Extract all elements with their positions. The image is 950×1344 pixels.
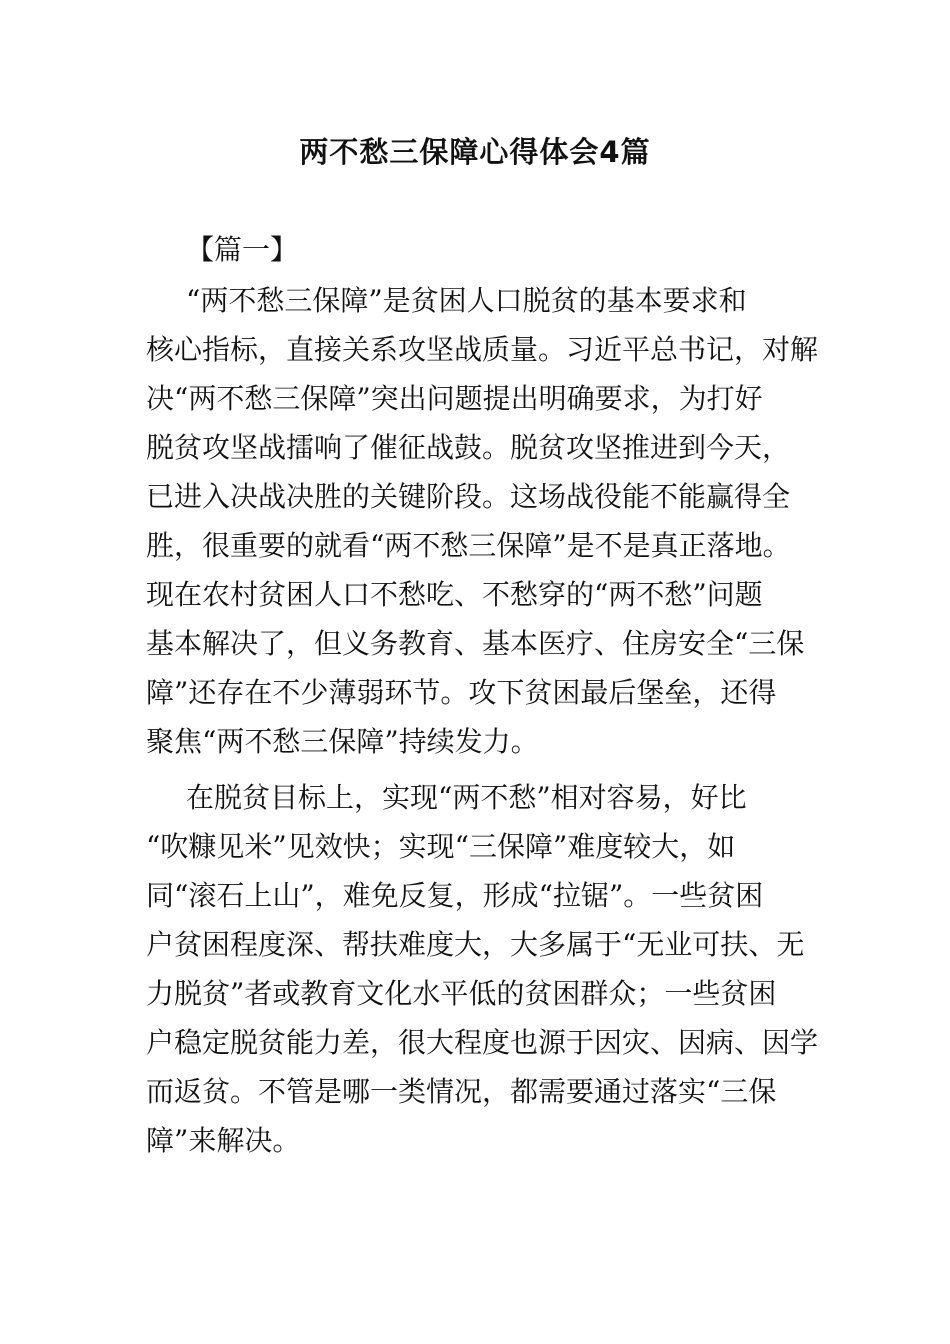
- paragraph-line: 核心指标，直接关系攻坚战质量。习近平总书记，对解: [146, 333, 819, 366]
- paragraph-line: 在脱贫目标上，实现“两不愁”相对容易，好比: [186, 781, 747, 814]
- document-title: 两不愁三保障心得体会4篇: [299, 135, 651, 169]
- paragraph-line: 现在农村贫困人口不愁吃、不愁穿的“两不愁”问题: [146, 578, 763, 611]
- section-label: 【篇一】: [186, 233, 299, 266]
- paragraph-line: 户稳定脱贫能力差，很大程度也源于因灾、因病、因学: [146, 1026, 819, 1059]
- paragraph-2: [146, 773, 826, 1165]
- paragraph-line: 力脱贫”者或教育文化水平低的贫困群众；一些贫困: [146, 977, 777, 1010]
- paragraph-line: 基本解决了，但义务教育、基本医疗、住房安全“三保: [146, 627, 805, 660]
- paragraph-line: “两不愁三保障”是贫困人口脱贫的基本要求和: [186, 284, 747, 317]
- paragraph-line: 聚焦“两不愁三保障”持续发力。: [146, 725, 539, 758]
- paragraph-line: 同“滚石上山”，难免反复，形成“拉锯”。一些贫困: [146, 879, 764, 912]
- paragraph-line: 障”还存在不少薄弱环节。攻下贫困最后堡垒，还得: [146, 676, 777, 709]
- paragraph-line: 已进入决战决胜的关键阶段。这场战役能不能赢得全: [146, 480, 791, 513]
- paragraph-line: 而返贫。不管是哪一类情况，都需要通过落实“三保: [146, 1075, 777, 1108]
- paragraph-line: 脱贫攻坚战擂响了催征战鼓。脱贫攻坚推进到今天，: [146, 431, 791, 464]
- paragraph-line: 户贫困程度深、帮扶难度大，大多属于“无业可扶、无: [146, 928, 805, 961]
- paragraph-line: 胜，很重要的就看“两不愁三保障”是不是真正落地。: [146, 529, 791, 562]
- paragraph-line: 决“两不愁三保障”突出问题提出明确要求，为打好: [146, 382, 763, 415]
- paragraph-1: [146, 276, 826, 766]
- paragraph-line: “吹糠见米”见效快；实现“三保障”难度较大，如: [146, 830, 736, 863]
- paragraph-line: 障”来解决。: [146, 1124, 301, 1157]
